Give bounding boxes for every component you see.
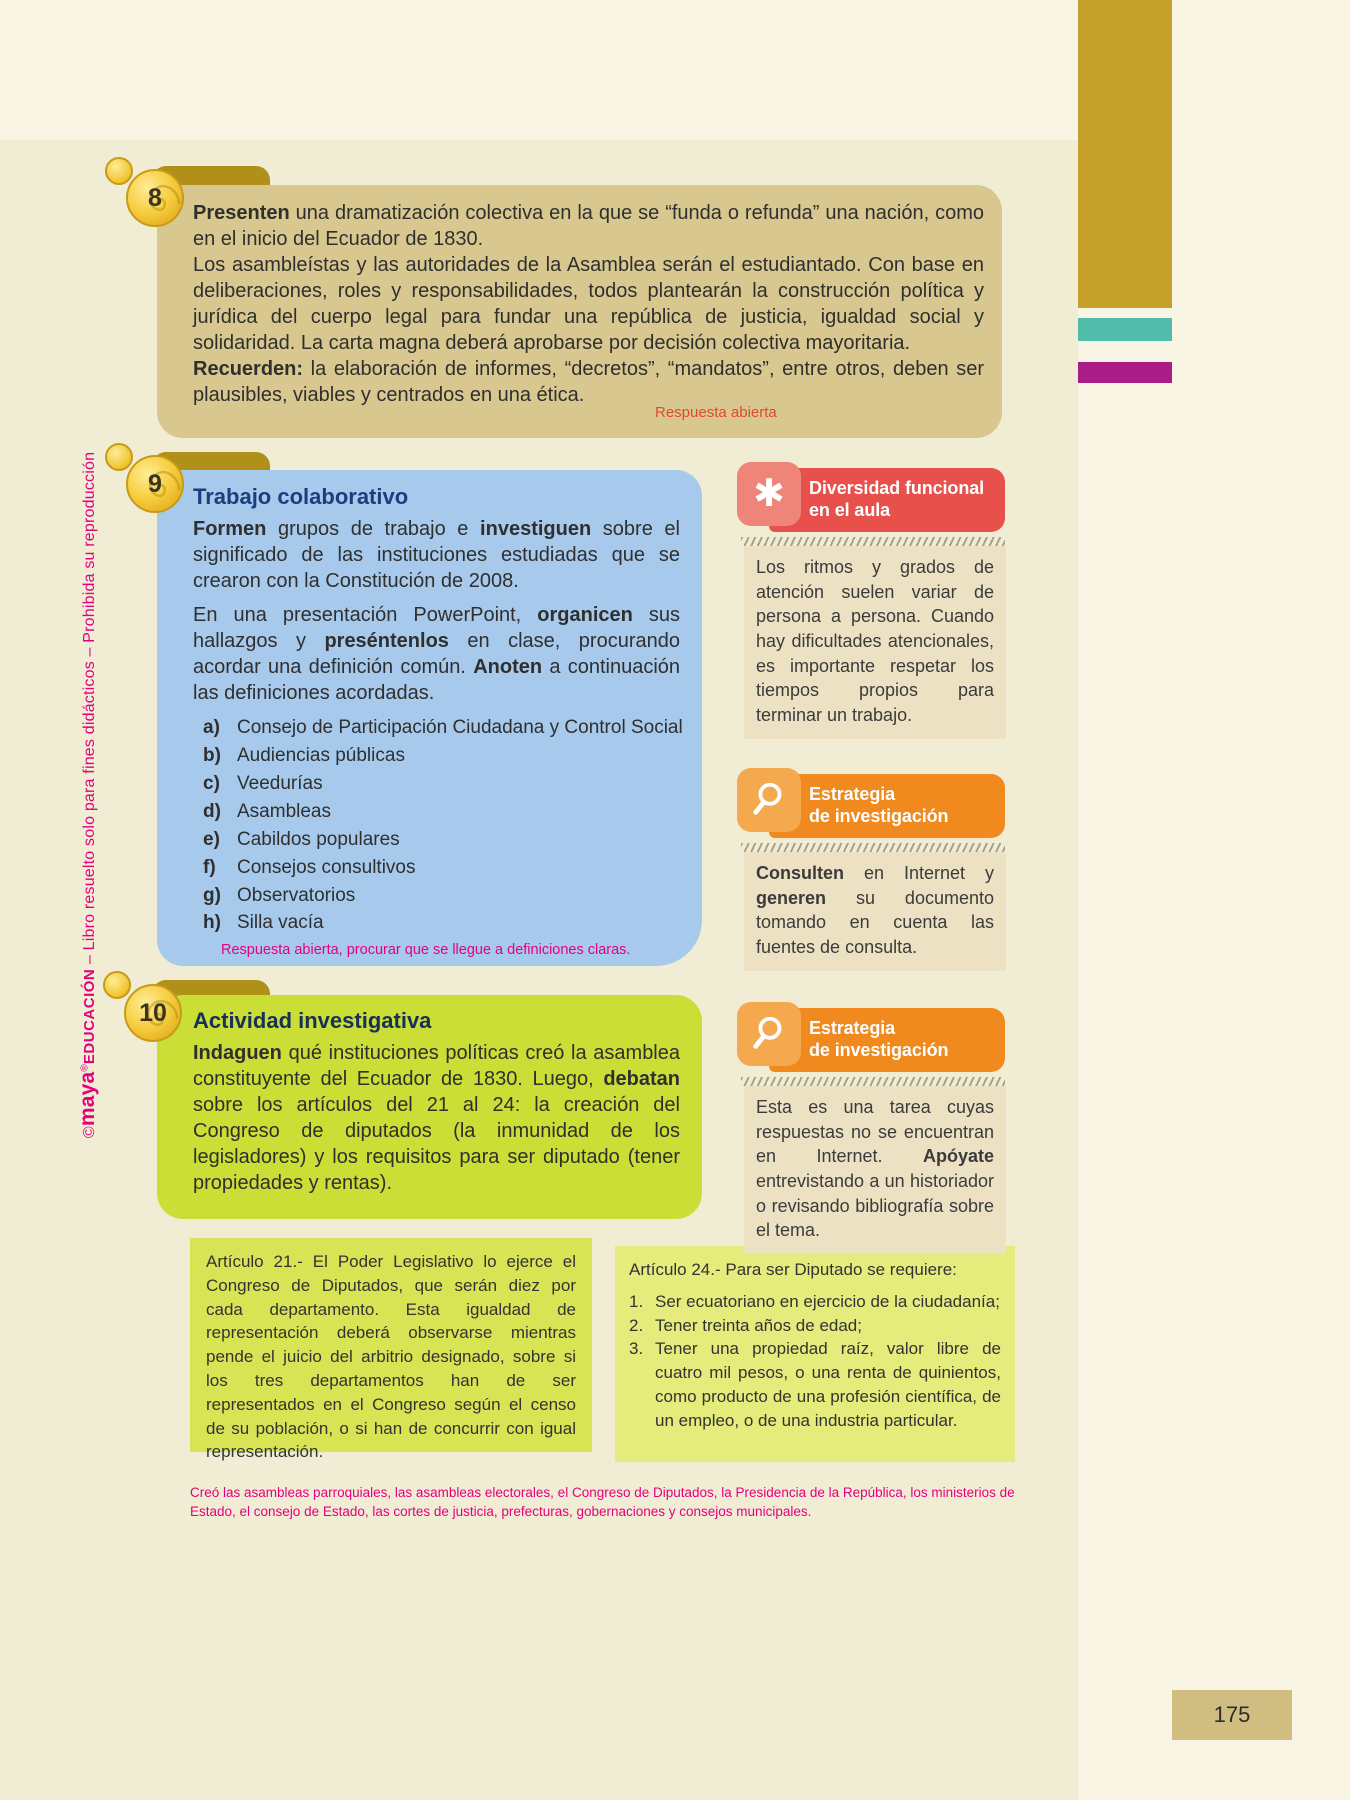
- flower-icon: ✱: [753, 473, 785, 515]
- list-item: [193, 798, 680, 826]
- activity-number: 9: [148, 469, 162, 498]
- copyright-notice: – Libro resuelto solo para fines didácticos – Prohibida su reproducción: [81, 451, 98, 969]
- institutions-list: [193, 714, 683, 937]
- copyright-sidebar-text: [76, 452, 100, 1138]
- activity-9-badge: [126, 455, 184, 513]
- activity-8-box: [157, 185, 1002, 438]
- flower-icon-tile: [737, 462, 801, 526]
- activity-number: 10: [139, 998, 167, 1027]
- strategy-box-2-body: Esta es una tarea cuyas respuestas no se encuentran en Internet. Apóyate entrevistando a un historiador o revisando bibliografía sobre el tema.: [744, 1086, 1006, 1254]
- list-text: Veedurías: [237, 772, 323, 794]
- collaborative-paragraph: Formen grupos de trabajo e investiguen sobre el significado de las instituciones estudiadas que se crearon con la Constitución de 2008.: [193, 518, 680, 592]
- hatch-divider: [741, 537, 1005, 546]
- article-24-intro: Artículo 24.- Para ser Diputado se requiere:: [629, 1260, 957, 1279]
- hatch-divider: [741, 1077, 1005, 1086]
- copyright-symbol: ©: [81, 1126, 98, 1139]
- requirement-item: [629, 1337, 1001, 1432]
- magnifier-icon-tile: [737, 768, 801, 832]
- list-item: [193, 909, 680, 937]
- list-item: [193, 882, 680, 910]
- collaborative-paragraph: En una presentación PowerPoint, organicen sus hallazgos y preséntenlos en clase, procurando acordar una definición común. Anoten a continuación las definiciones acordadas.: [193, 604, 681, 704]
- list-letter: e): [203, 828, 220, 850]
- article-24-box: [615, 1246, 1015, 1462]
- item-text: Tener una propiedad raíz, valor libre de cuatro mil pesos, o una renta de quinientos, como producto de una profesión científica, de un empleo, o de una industria particular.: [655, 1339, 1001, 1430]
- magenta-accent-bar: [1078, 362, 1172, 383]
- activity-number: 8: [148, 183, 162, 212]
- diversity-box-body: Los ritmos y grados de atención suelen variar de persona a persona. Cuando hay dificultades atencionales, es importante respetar los tiempos propios para terminar un trabajo.: [744, 546, 1006, 739]
- list-text: Silla vacía: [237, 912, 324, 934]
- research-activity-title: Actividad investigativa: [193, 1008, 432, 1033]
- magnifier-icon: [748, 779, 790, 821]
- answer-note: Respuesta abierta, procurar que se llegue a definiciones claras.: [221, 942, 631, 959]
- list-letter: f): [203, 856, 216, 878]
- strategy-box-1-body: Consulten en Internet y generen su documento tomando en cuenta las fuentes de consulta.: [744, 852, 1006, 971]
- collaborative-work-box: [157, 470, 702, 966]
- article-21-box: [190, 1238, 592, 1462]
- list-item: [193, 770, 680, 798]
- answer-note: Respuesta abierta: [655, 404, 777, 421]
- list-text: Consejos consultivos: [237, 856, 416, 878]
- magnifier-icon-tile: [737, 1002, 801, 1066]
- item-text: Tener treinta años de edad;: [655, 1315, 862, 1335]
- activity-8-paragraph: Los asambleístas y las autoridades de la Asamblea serán el estudiantado. Con base en deliberaciones, roles y responsabilidades, todos plantearán la construcción política y jurídica del cuerpo legal para fundar una república de justicia, igualdad social y solidaridad. La carta magna deberá aprobarse por decisión colectiva mayoritaria.: [193, 254, 984, 354]
- list-item: [193, 742, 680, 770]
- list-letter: d): [203, 800, 221, 822]
- list-text: Asambleas: [237, 800, 331, 822]
- strategy-title-line1: Estrategia: [809, 1018, 896, 1039]
- diversity-title-line2: en el aula: [809, 500, 891, 520]
- coin-decoration-icon: [103, 971, 131, 999]
- list-item: [193, 826, 680, 854]
- article-21-text: Artículo 21.- El Poder Legislativo lo ejerce el Congreso de Diputados, que serán diez por cada departamento. Esta igualdad de representación deberá observarse mientras pende el juicio del arbitrio designado, sobre si los tres departamentos han de ser representados en el Congreso según el censo de su población, o si han de concurrir con igual representación.: [206, 1252, 576, 1462]
- list-letter: b): [203, 744, 221, 766]
- list-letter: a): [203, 717, 220, 738]
- list-text: Consejo de Participación Ciudadana y Control Social: [237, 717, 683, 738]
- list-letter: g): [203, 884, 221, 906]
- list-letter: h): [203, 912, 221, 934]
- magnifier-icon: [748, 1013, 790, 1055]
- activity-10-badge: [124, 984, 182, 1042]
- list-item: [193, 854, 680, 882]
- strategy-title-line2: de investigación: [809, 806, 949, 826]
- gold-corner-block: [1078, 0, 1172, 308]
- hatch-divider: [741, 843, 1005, 852]
- research-activity-box: [157, 995, 702, 1219]
- list-item: [193, 714, 683, 742]
- activity-8-badge: [126, 169, 184, 227]
- activity-8-paragraph: Presenten una dramatización colectiva en la que se “funda o refunda” una nación, como en el inicio del Ecuador de 1830.: [193, 202, 984, 250]
- publisher-brand: EDUCACIÓN: [81, 968, 98, 1065]
- strategy-box-2-header: [769, 1008, 1005, 1072]
- requirement-item: [629, 1290, 1001, 1314]
- item-number: 3.: [629, 1339, 644, 1359]
- list-letter: c): [203, 772, 220, 794]
- page-number: 175: [1213, 1702, 1251, 1727]
- item-number: 2.: [629, 1315, 644, 1335]
- registered-mark: ®: [79, 1064, 91, 1072]
- research-activity-paragraph: Indaguen qué instituciones políticas creó la asamblea constituyente del Ecuador de 1830. Luego, debatan sobre los artículos del 21 al 24: la creación del Congreso de diputados (la inmunidad de los legisladores) y los requisitos para ser diputado (tener propiedades y rentas).: [193, 1042, 680, 1194]
- item-number: 1.: [629, 1291, 644, 1311]
- list-text: Audiencias públicas: [237, 744, 405, 766]
- publisher-logo: maya: [76, 1071, 99, 1127]
- coin-decoration-icon: [105, 157, 133, 185]
- diversity-box-header: [769, 468, 1005, 532]
- item-text: Ser ecuatoriano en ejercicio de la ciudadanía;: [655, 1291, 1000, 1311]
- answer-footer-note: Creó las asambleas parroquiales, las asambleas electorales, el Congreso de Diputados, la Presidencia de la República, los ministerios de Estado, el consejo de Estado, las cortes de justicia, prefecturas, gobernaciones y consejos municipales.: [190, 1485, 1015, 1519]
- coin-decoration-icon: [105, 443, 133, 471]
- strategy-title-line2: de investigación: [809, 1040, 949, 1060]
- requirement-item: [629, 1314, 1001, 1338]
- teal-accent-bar: [1078, 318, 1172, 341]
- strategy-box-1-header: [769, 774, 1005, 838]
- activity-8-paragraph: Recuerden: la elaboración de informes, “decretos”, “mandatos”, entre otros, deben ser plausibles, viables y centrados en una ética.: [193, 358, 984, 406]
- diversity-title-line1: Diversidad funcional: [809, 478, 985, 499]
- collaborative-work-title: Trabajo colaborativo: [193, 484, 409, 509]
- strategy-title-line1: Estrategia: [809, 784, 896, 805]
- list-text: Cabildos populares: [237, 828, 400, 850]
- list-text: Observatorios: [237, 884, 356, 906]
- page-number-tab: [1172, 1690, 1292, 1740]
